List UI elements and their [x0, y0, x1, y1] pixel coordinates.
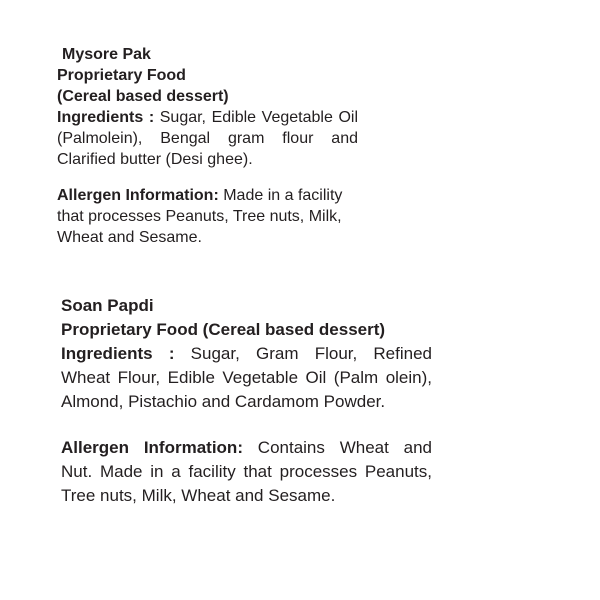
- ingredients-text: Sugar, Edible Vegetable Oil: [154, 109, 358, 126]
- product-section-mysore-pak: [57, 44, 358, 170]
- allergen-text: Contains Wheat and: [242, 438, 432, 457]
- ingredients-label: Ingredients :: [57, 109, 155, 126]
- ingredients-paragraph: [61, 342, 432, 414]
- product-section-soan-papdi: [61, 294, 432, 414]
- ingredients-label: Ingredients :: [61, 344, 175, 363]
- ingredients-text-line: Wheat Flour, Edible Vegetable Oil (Palm olein),: [61, 368, 432, 387]
- product-type-line: Proprietary Food (Cereal based dessert): [61, 320, 386, 339]
- allergen-paragraph-mysore-pak: [57, 185, 387, 248]
- allergen-text-line: [57, 185, 387, 206]
- ingredients-text-line: Almond, Pistachio and Cardamom Powder.: [61, 392, 386, 411]
- allergen-text-line: Nut. Made in a facility that processes Peanuts,: [61, 462, 432, 481]
- allergen-text-line: Wheat and Sesame.: [57, 229, 202, 246]
- product-category-line: (Cereal based dessert): [57, 88, 229, 105]
- ingredients-text-line: [61, 342, 432, 366]
- ingredients-text-line: (Palmolein), Bengal gram flour and: [57, 130, 358, 147]
- ingredients-text-line: [57, 107, 358, 128]
- product-name: Soan Papdi: [61, 296, 154, 315]
- product-name: Mysore Pak: [62, 46, 151, 63]
- allergen-text-line: that processes Peanuts, Tree nuts, Milk,: [57, 208, 342, 225]
- label-content: [57, 44, 432, 508]
- ingredients-text-line: Clarified butter (Desi ghee).: [57, 151, 253, 168]
- ingredients-text: Sugar, Gram Flour, Refined: [174, 344, 433, 363]
- allergen-text-line: [61, 436, 432, 460]
- allergen-label: Allergen Information:: [57, 187, 219, 204]
- allergen-label: Allergen Information:: [61, 438, 243, 457]
- allergen-text-line: Tree nuts, Milk, Wheat and Sesame.: [61, 486, 336, 505]
- ingredients-paragraph: [57, 107, 358, 170]
- allergen-text: Made in a facility: [218, 187, 343, 204]
- allergen-paragraph-soan-papdi: [61, 436, 432, 508]
- product-type-line: Proprietary Food: [57, 67, 186, 84]
